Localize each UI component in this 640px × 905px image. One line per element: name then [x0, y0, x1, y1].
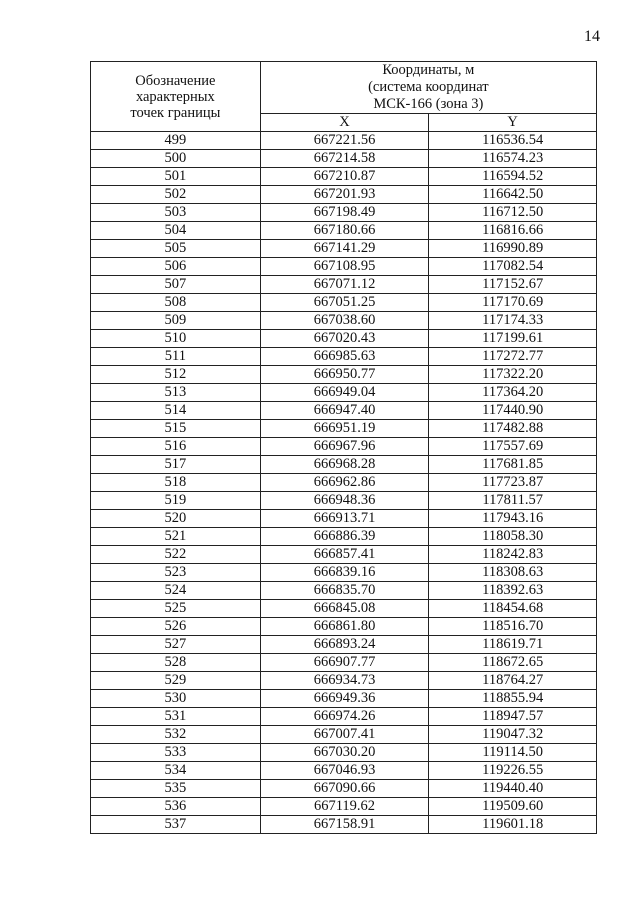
point-label-line: Обозначение: [135, 72, 216, 89]
x-coordinate-cell: 666861.80: [260, 618, 429, 636]
y-coordinate-cell: 118392.63: [429, 582, 597, 600]
coords-label-line: МСК-166 (зона 3): [373, 96, 484, 112]
point-cell: 529: [91, 672, 261, 690]
table-row: [91, 384, 597, 402]
x-coordinate-cell: 666934.73: [260, 672, 429, 690]
coordinates-header: [260, 62, 596, 114]
y-column-header: Y: [429, 114, 597, 132]
table-row: [91, 294, 597, 312]
x-coordinate-cell: 666886.39: [260, 528, 429, 546]
point-cell: 515: [91, 420, 261, 438]
table-row: [91, 240, 597, 258]
table-row: [91, 420, 597, 438]
table-row: [91, 348, 597, 366]
point-cell: 525: [91, 600, 261, 618]
x-coordinate-cell: 666949.36: [260, 690, 429, 708]
point-cell: 517: [91, 456, 261, 474]
table-row: [91, 474, 597, 492]
point-cell: 514: [91, 402, 261, 420]
x-coordinate-cell: 666962.86: [260, 474, 429, 492]
point-cell: 518: [91, 474, 261, 492]
x-coordinate-cell: 666839.16: [260, 564, 429, 582]
point-cell: 499: [91, 132, 261, 150]
point-cell: 531: [91, 708, 261, 726]
table-row: [91, 150, 597, 168]
point-cell: 502: [91, 186, 261, 204]
x-coordinate-cell: 666985.63: [260, 348, 429, 366]
x-coordinate-cell: 666967.96: [260, 438, 429, 456]
table-row: [91, 582, 597, 600]
x-coordinate-cell: 666948.36: [260, 492, 429, 510]
x-coordinate-cell: 667210.87: [260, 168, 429, 186]
x-coordinate-cell: 666907.77: [260, 654, 429, 672]
point-cell: 507: [91, 276, 261, 294]
x-coordinate-cell: 667108.95: [260, 258, 429, 276]
point-cell: 521: [91, 528, 261, 546]
coords-label-line: Координаты, м: [382, 62, 475, 78]
table-header: [91, 62, 597, 132]
x-coordinate-cell: 667030.20: [260, 744, 429, 762]
x-coordinate-cell: 666947.40: [260, 402, 429, 420]
x-coordinate-cell: 667221.56: [260, 132, 429, 150]
table-row: [91, 528, 597, 546]
table-row: [91, 456, 597, 474]
y-coordinate-cell: 117440.90: [429, 402, 597, 420]
point-cell: 509: [91, 312, 261, 330]
x-coordinate-cell: 667119.62: [260, 798, 429, 816]
point-cell: 516: [91, 438, 261, 456]
point-cell: 533: [91, 744, 261, 762]
y-coordinate-cell: 116574.23: [429, 150, 597, 168]
table-row: [91, 744, 597, 762]
y-coordinate-cell: 117322.20: [429, 366, 597, 384]
table-row: [91, 258, 597, 276]
table-row: [91, 186, 597, 204]
point-cell: 535: [91, 780, 261, 798]
point-cell: 501: [91, 168, 261, 186]
table-row: [91, 564, 597, 582]
x-column-header: X: [260, 114, 429, 132]
table-row: [91, 546, 597, 564]
point-cell: 537: [91, 816, 261, 834]
x-coordinate-cell: 666950.77: [260, 366, 429, 384]
y-coordinate-cell: 117152.67: [429, 276, 597, 294]
x-coordinate-cell: 666857.41: [260, 546, 429, 564]
point-cell: 505: [91, 240, 261, 258]
y-coordinate-cell: 117199.61: [429, 330, 597, 348]
x-coordinate-cell: 666968.28: [260, 456, 429, 474]
point-cell: 520: [91, 510, 261, 528]
coordinates-table: [90, 61, 597, 834]
point-cell: 511: [91, 348, 261, 366]
point-cell: 519: [91, 492, 261, 510]
table-row: [91, 726, 597, 744]
y-coordinate-cell: 119114.50: [429, 744, 597, 762]
y-coordinate-cell: 117811.57: [429, 492, 597, 510]
point-cell: 526: [91, 618, 261, 636]
y-coordinate-cell: 118516.70: [429, 618, 597, 636]
coords-label-line: (система координат: [368, 79, 489, 95]
y-coordinate-cell: 117174.33: [429, 312, 597, 330]
point-cell: 522: [91, 546, 261, 564]
table-row: [91, 780, 597, 798]
x-coordinate-cell: 667180.66: [260, 222, 429, 240]
y-coordinate-cell: 117364.20: [429, 384, 597, 402]
x-coordinate-cell: 667051.25: [260, 294, 429, 312]
point-cell: 503: [91, 204, 261, 222]
point-cell: 528: [91, 654, 261, 672]
point-cell: 504: [91, 222, 261, 240]
table-row: [91, 636, 597, 654]
y-coordinate-cell: 116816.66: [429, 222, 597, 240]
point-cell: 510: [91, 330, 261, 348]
y-coordinate-cell: 118672.65: [429, 654, 597, 672]
y-coordinate-cell: 116642.50: [429, 186, 597, 204]
table-row: [91, 312, 597, 330]
x-coordinate-cell: 666835.70: [260, 582, 429, 600]
y-coordinate-cell: 117557.69: [429, 438, 597, 456]
y-coordinate-cell: 119509.60: [429, 798, 597, 816]
table-row: [91, 132, 597, 150]
point-label-line: характерных: [135, 88, 215, 105]
x-coordinate-cell: 666974.26: [260, 708, 429, 726]
y-coordinate-cell: 118855.94: [429, 690, 597, 708]
y-coordinate-cell: 119601.18: [429, 816, 597, 834]
point-cell: 530: [91, 690, 261, 708]
table-row: [91, 708, 597, 726]
x-coordinate-cell: 666949.04: [260, 384, 429, 402]
x-coordinate-cell: 667038.60: [260, 312, 429, 330]
table-row: [91, 492, 597, 510]
table-row: [91, 762, 597, 780]
y-coordinate-cell: 117170.69: [429, 294, 597, 312]
y-coordinate-cell: 118058.30: [429, 528, 597, 546]
y-coordinate-cell: 119440.40: [429, 780, 597, 798]
point-cell: 536: [91, 798, 261, 816]
table-row: [91, 690, 597, 708]
x-coordinate-cell: 667090.66: [260, 780, 429, 798]
table-row: [91, 222, 597, 240]
point-cell: 534: [91, 762, 261, 780]
header-row-main: [91, 62, 597, 114]
y-coordinate-cell: 119226.55: [429, 762, 597, 780]
x-coordinate-cell: 667214.58: [260, 150, 429, 168]
y-coordinate-cell: 117943.16: [429, 510, 597, 528]
table-row: [91, 276, 597, 294]
point-cell: 500: [91, 150, 261, 168]
x-coordinate-cell: 666845.08: [260, 600, 429, 618]
point-cell: 506: [91, 258, 261, 276]
table-row: [91, 366, 597, 384]
table-row: [91, 672, 597, 690]
table-row: [91, 438, 597, 456]
x-coordinate-cell: 666913.71: [260, 510, 429, 528]
point-label-line: точек границы: [130, 104, 221, 121]
y-coordinate-cell: 116712.50: [429, 204, 597, 222]
point-label-header: [91, 62, 261, 132]
page-number: 14: [584, 28, 600, 45]
point-cell: 513: [91, 384, 261, 402]
y-coordinate-cell: 116536.54: [429, 132, 597, 150]
y-coordinate-cell: 119047.32: [429, 726, 597, 744]
table-row: [91, 168, 597, 186]
y-coordinate-cell: 117082.54: [429, 258, 597, 276]
table-row: [91, 618, 597, 636]
x-coordinate-cell: 667046.93: [260, 762, 429, 780]
x-coordinate-cell: 667141.29: [260, 240, 429, 258]
y-coordinate-cell: 118764.27: [429, 672, 597, 690]
x-coordinate-cell: 667158.91: [260, 816, 429, 834]
table-body: [91, 132, 597, 834]
x-coordinate-cell: 666893.24: [260, 636, 429, 654]
table-row: [91, 654, 597, 672]
point-cell: 523: [91, 564, 261, 582]
y-coordinate-cell: 117723.87: [429, 474, 597, 492]
y-coordinate-cell: 117482.88: [429, 420, 597, 438]
x-coordinate-cell: 667007.41: [260, 726, 429, 744]
x-coordinate-cell: 667071.12: [260, 276, 429, 294]
y-coordinate-cell: 118454.68: [429, 600, 597, 618]
x-coordinate-cell: 666951.19: [260, 420, 429, 438]
table-row: [91, 330, 597, 348]
point-cell: 508: [91, 294, 261, 312]
y-coordinate-cell: 117272.77: [429, 348, 597, 366]
y-coordinate-cell: 118242.83: [429, 546, 597, 564]
x-coordinate-cell: 667201.93: [260, 186, 429, 204]
point-cell: 512: [91, 366, 261, 384]
y-coordinate-cell: 118947.57: [429, 708, 597, 726]
y-coordinate-cell: 118308.63: [429, 564, 597, 582]
table-row: [91, 204, 597, 222]
y-coordinate-cell: 116594.52: [429, 168, 597, 186]
y-coordinate-cell: 117681.85: [429, 456, 597, 474]
table-row: [91, 600, 597, 618]
point-cell: 532: [91, 726, 261, 744]
y-coordinate-cell: 116990.89: [429, 240, 597, 258]
table-row: [91, 510, 597, 528]
table-row: [91, 402, 597, 420]
x-coordinate-cell: 667198.49: [260, 204, 429, 222]
y-coordinate-cell: 118619.71: [429, 636, 597, 654]
x-coordinate-cell: 667020.43: [260, 330, 429, 348]
table-row: [91, 816, 597, 834]
table-row: [91, 798, 597, 816]
point-cell: 524: [91, 582, 261, 600]
point-cell: 527: [91, 636, 261, 654]
